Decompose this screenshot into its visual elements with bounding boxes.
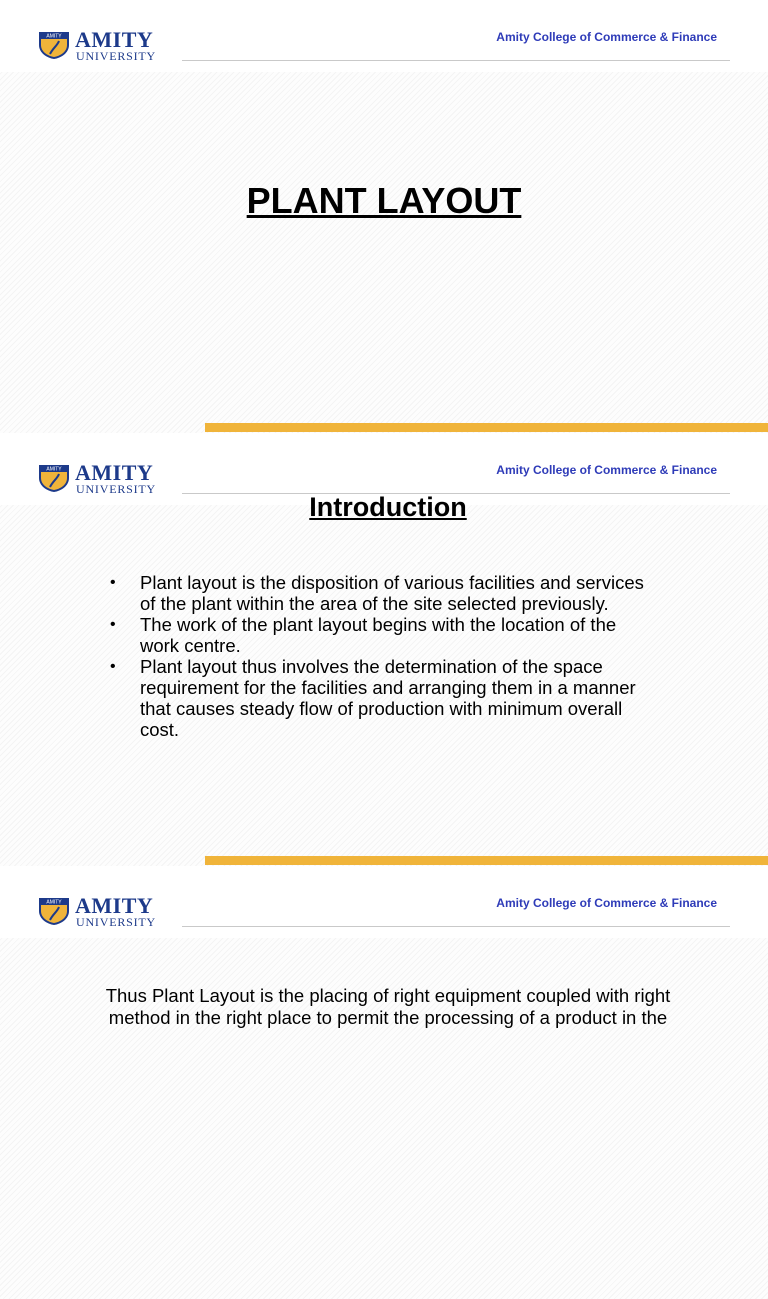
shield-text: AMITY [46, 33, 62, 40]
bullet-icon: • [110, 574, 116, 591]
logo-wordmark: AMITY [75, 460, 154, 485]
bullet-icon: • [110, 616, 116, 633]
slide-3 [0, 866, 768, 1299]
amity-logo [37, 893, 177, 930]
page-title: PLANT LAYOUT [246, 180, 522, 221]
slide-header [0, 0, 768, 72]
college-name: Amity College of Commerce & Finance [496, 896, 717, 910]
bullet-text: Plant layout is the disposition of various facilities and services of the plant within the area of the site selected previously. [140, 572, 644, 614]
bullet-item [110, 614, 650, 656]
slide-title: Introduction [309, 492, 467, 522]
bullet-item [110, 656, 650, 740]
amity-shield-icon [37, 463, 71, 493]
amity-shield-icon [37, 896, 71, 926]
logo-subtitle: UNIVERSITY [76, 915, 156, 929]
college-name: Amity College of Commerce & Finance [496, 463, 717, 477]
logo-wordmark: AMITY [75, 893, 154, 918]
bullet-item [110, 572, 650, 614]
bullet-text: The work of the plant layout begins with the location of the work centre. [140, 614, 617, 656]
amity-logo [37, 27, 177, 64]
accent-bar [205, 856, 768, 865]
header-divider [182, 926, 730, 927]
college-name: Amity College of Commerce & Finance [496, 30, 717, 44]
logo-subtitle: UNIVERSITY [76, 482, 156, 496]
amity-shield-icon [37, 30, 71, 60]
logo-wordmark: AMITY [75, 27, 154, 52]
accent-bar [205, 423, 768, 432]
slide-header [0, 866, 768, 938]
bullet-icon: • [110, 658, 116, 675]
body-paragraph: Thus Plant Layout is the placing of right equipment coupled with right method in the right place to permit the processing of a product in the [105, 985, 671, 1028]
shield-text: AMITY [46, 466, 62, 473]
header-divider [182, 60, 730, 61]
logo-subtitle: UNIVERSITY [76, 49, 156, 63]
bullet-text: Plant layout thus involves the determination of the space requirement for the facilities and arranging them in a manner that causes steady flow of production with minimum overall cost. [140, 656, 636, 740]
shield-text: AMITY [46, 899, 62, 906]
slide-2 [0, 433, 768, 866]
slide-1 [0, 0, 768, 433]
bullet-list [110, 572, 650, 740]
